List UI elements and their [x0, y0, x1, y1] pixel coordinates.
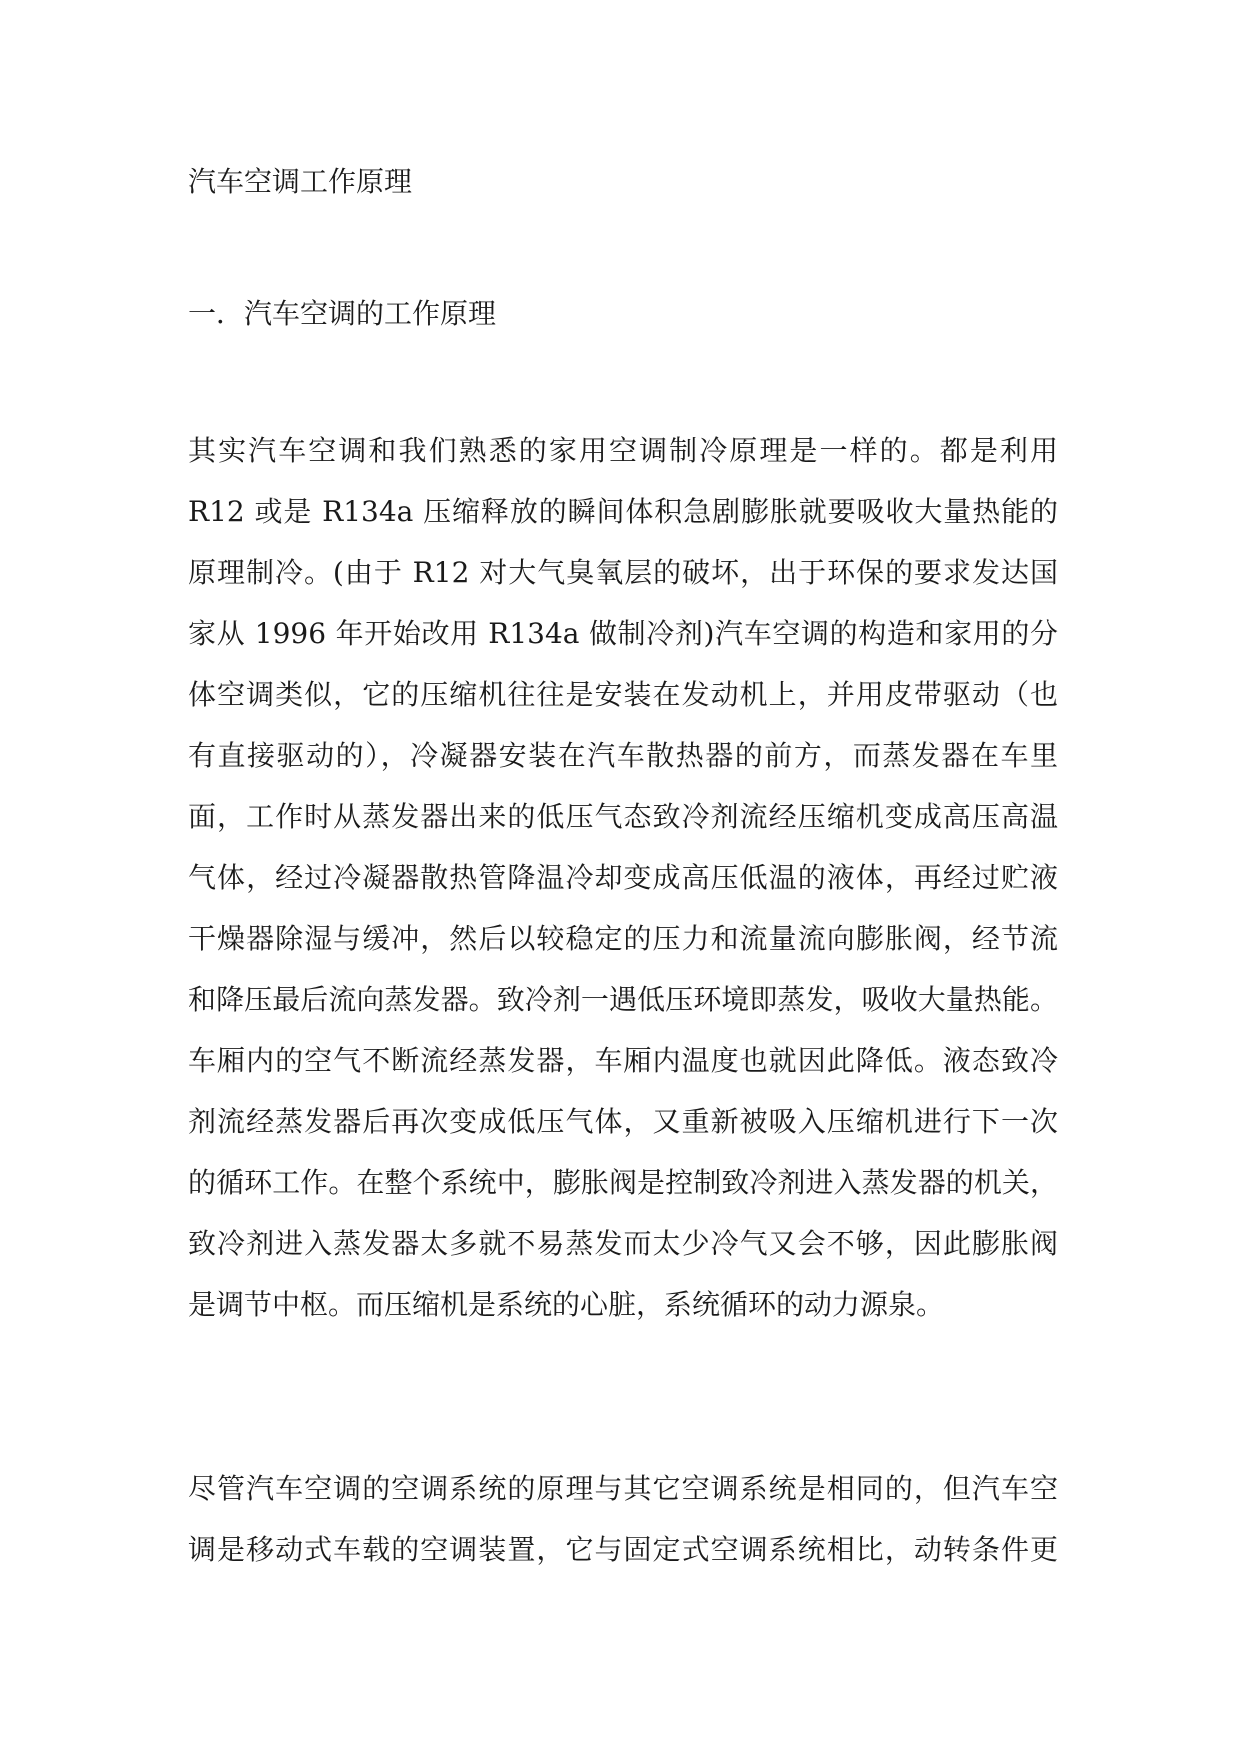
- paragraph-line: 体空调类似，它的压缩机往往是安装在发动机上，并用皮带驱动（也: [188, 678, 1058, 711]
- paragraph-line: 调是移动式车载的空调装置，它与固定式空调系统相比，动转条件更: [188, 1533, 1058, 1566]
- paragraph-line: R12 或是 R134a 压缩释放的瞬间体积急剧膨胀就要吸收大量热能的: [188, 495, 1058, 528]
- paragraph-line: 是调节中枢。而压缩机是系统的心脏，系统循环的动力源泉。: [188, 1288, 945, 1321]
- paragraph-line: 和降压最后流向蒸发器。致冷剂一遇低压环境即蒸发，吸收大量热能。: [188, 983, 1058, 1016]
- document-title: 汽车空调工作原理: [188, 165, 413, 198]
- paragraph-line: 车厢内的空气不断流经蒸发器，车厢内温度也就因此降低。液态致冷: [188, 1044, 1058, 1077]
- paragraph-line: 干燥器除湿与缓冲，然后以较稳定的压力和流量流向膨胀阀，经节流: [188, 922, 1058, 955]
- paragraph-line: 尽管汽车空调的空调系统的原理与其它空调系统是相同的，但汽车空: [188, 1472, 1058, 1505]
- paragraph-line: 面，工作时从蒸发器出来的低压气态致冷剂流经压缩机变成高压高温: [188, 800, 1058, 833]
- paragraph-line: 家从 1996 年开始改用 R134a 做制冷剂)汽车空调的构造和家用的分: [188, 617, 1058, 650]
- paragraph-line: 气体，经过冷凝器散热管降温冷却变成高压低温的液体，再经过贮液: [188, 861, 1058, 894]
- paragraph-line: 原理制冷。(由于 R12 对大气臭氧层的破坏，出于环保的要求发达国: [188, 556, 1058, 589]
- paragraph-line: 剂流经蒸发器后再次变成低压气体，又重新被吸入压缩机进行下一次: [188, 1105, 1058, 1138]
- paragraph-line: 有直接驱动的），冷凝器安装在汽车散热器的前方，而蒸发器在车里: [188, 739, 1058, 772]
- paragraph-1: [188, 420, 1058, 1335]
- section-heading: 一．汽车空调的工作原理: [188, 297, 497, 330]
- paragraph-2: [188, 1458, 1058, 1580]
- paragraph-line: 的循环工作。在整个系统中，膨胀阀是控制致冷剂进入蒸发器的机关，: [188, 1166, 1058, 1199]
- paragraph-line: 致冷剂进入蒸发器太多就不易蒸发而太少冷气又会不够，因此膨胀阀: [188, 1227, 1058, 1260]
- paragraph-line: 其实汽车空调和我们熟悉的家用空调制冷原理是一样的。都是利用: [188, 434, 1058, 467]
